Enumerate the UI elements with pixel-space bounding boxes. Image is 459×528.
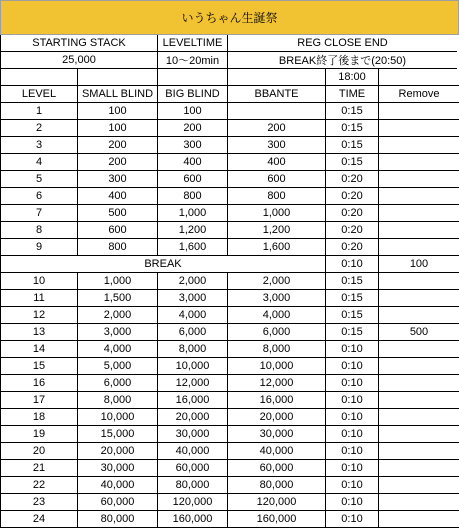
time-cell[interactable]: 0:15 [326,290,379,307]
small-blind-cell[interactable]: 100 [78,120,158,137]
big-blind-cell[interactable]: 1,600 [158,239,228,256]
bbante-cell[interactable]: 3,000 [228,290,326,307]
big-blind-cell[interactable]: 16,000 [158,392,228,409]
level-row [0,188,459,205]
level-row [0,290,459,307]
time-cell[interactable]: 0:15 [326,273,379,290]
time-cell[interactable]: 0:15 [326,154,379,171]
remove-cell[interactable] [379,171,459,188]
big-blind-cell[interactable]: 2,000 [158,273,228,290]
big-blind-cell[interactable]: 10,000 [158,358,228,375]
level-cell[interactable]: 15 [0,358,78,375]
bbante-cell[interactable]: 4,000 [228,307,326,324]
level-cell[interactable]: 5 [0,171,78,188]
level-cell[interactable]: 16 [0,375,78,392]
level-row [0,460,459,477]
big-blind-cell[interactable]: 3,000 [158,290,228,307]
small-blind-cell[interactable]: 2,000 [78,307,158,324]
blank-cell[interactable] [78,69,158,86]
level-row [0,137,459,154]
sheet-title[interactable] [0,0,459,35]
remove-cell[interactable] [379,409,459,426]
bbante-cell[interactable]: 40,000 [228,443,326,460]
remove-cell[interactable] [379,205,459,222]
remove-cell[interactable] [379,477,459,494]
starting-stack-value[interactable]: 25,000 [0,52,158,69]
small-blind-cell[interactable]: 20,000 [78,443,158,460]
bbante-cell[interactable]: 1,600 [228,239,326,256]
big-blind-cell[interactable]: 6,000 [158,324,228,341]
level-row [0,205,459,222]
time-cell[interactable]: 0:15 [326,307,379,324]
small-blind-cell[interactable]: 40,000 [78,477,158,494]
time-cell[interactable]: 0:10 [326,494,379,511]
small-blind-cell[interactable]: 200 [78,137,158,154]
level-cell[interactable]: 14 [0,341,78,358]
bbante-cell[interactable]: 20,000 [228,409,326,426]
col-header-time[interactable]: TIME [326,86,379,103]
time-cell[interactable]: 0:10 [326,477,379,494]
level-cell[interactable]: 9 [0,239,78,256]
level-row [0,426,459,443]
time-cell[interactable]: 0:10 [326,460,379,477]
time-cell[interactable]: 0:10 [326,375,379,392]
time-cell[interactable]: 0:15 [326,103,379,120]
remove-cell[interactable] [379,358,459,375]
bbante-cell[interactable]: 80,000 [228,477,326,494]
bbante-cell[interactable]: 1,200 [228,222,326,239]
level-cell[interactable]: 1 [0,103,78,120]
level-row [0,239,459,256]
sheet-title-text: いうちゃん生誕祭 [181,11,278,25]
big-blind-cell[interactable]: 1,000 [158,205,228,222]
big-blind-cell[interactable]: 300 [158,137,228,154]
reg-close-value[interactable]: BREAK終了後まで(20:50) [228,52,457,69]
remove-cell[interactable] [379,375,459,392]
time-cell[interactable]: 0:10 [326,443,379,460]
bbante-cell[interactable]: 600 [228,171,326,188]
remove-cell[interactable] [379,154,459,171]
level-cell[interactable]: 24 [0,511,78,528]
small-blind-cell[interactable]: 1,500 [78,290,158,307]
small-blind-cell[interactable]: 10,000 [78,409,158,426]
remove-cell[interactable] [379,188,459,205]
level-cell[interactable]: 19 [0,426,78,443]
blank-cell[interactable] [379,69,459,86]
time-cell[interactable]: 0:20 [326,205,379,222]
big-blind-cell[interactable]: 800 [158,188,228,205]
time-cell[interactable]: 0:20 [326,188,379,205]
remove-cell[interactable] [379,443,459,460]
level-row [0,154,459,171]
big-blind-cell[interactable]: 4,000 [158,307,228,324]
small-blind-cell[interactable]: 500 [78,205,158,222]
starting-stack-header[interactable]: STARTING STACK [0,35,158,52]
bbante-cell[interactable]: 400 [228,154,326,171]
small-blind-cell[interactable]: 6,000 [78,375,158,392]
bbante-cell[interactable]: 12,000 [228,375,326,392]
level-cell[interactable]: 2 [0,120,78,137]
big-blind-cell[interactable]: 1,200 [158,222,228,239]
level-cell[interactable]: 18 [0,409,78,426]
time-cell[interactable]: 0:15 [326,120,379,137]
col-header-small-blind[interactable]: SMALL BLIND [78,86,158,103]
small-blind-cell[interactable]: 8,000 [78,392,158,409]
level-cell[interactable]: 3 [0,137,78,154]
level-row [0,120,459,137]
level-cell[interactable]: 8 [0,222,78,239]
info-values-row [0,52,459,69]
big-blind-cell[interactable]: 600 [158,171,228,188]
level-time-value[interactable]: 10〜20min [158,52,228,69]
bbante-cell[interactable]: 160,000 [228,511,326,528]
level-cell[interactable]: 10 [0,273,78,290]
big-blind-cell[interactable]: 120,000 [158,494,228,511]
time-cell[interactable]: 0:20 [326,171,379,188]
time-cell[interactable]: 0:15 [326,137,379,154]
remove-cell[interactable] [379,239,459,256]
level-cell[interactable]: 17 [0,392,78,409]
reg-close-header[interactable]: REG CLOSE END [228,35,457,52]
level-cell[interactable]: 20 [0,443,78,460]
small-blind-cell[interactable]: 600 [78,222,158,239]
time-cell[interactable]: 0:10 [326,409,379,426]
level-cell[interactable]: 13 [0,324,78,341]
break-remove[interactable]: 100 [379,256,459,273]
small-blind-cell[interactable]: 3,000 [78,324,158,341]
level-row [0,392,459,409]
remove-cell[interactable] [379,392,459,409]
blank-cell[interactable] [0,69,78,86]
big-blind-cell[interactable]: 200 [158,120,228,137]
start-time-cell[interactable]: 18:00 [326,69,379,86]
col-header-level[interactable]: LEVEL [0,86,78,103]
remove-cell[interactable] [379,494,459,511]
remove-cell[interactable] [379,426,459,443]
small-blind-cell[interactable]: 400 [78,188,158,205]
big-blind-cell[interactable]: 80,000 [158,477,228,494]
break-label[interactable]: BREAK [0,256,326,273]
level-row [0,273,459,290]
bbante-cell[interactable]: 200 [228,120,326,137]
remove-cell[interactable] [379,341,459,358]
small-blind-cell[interactable]: 300 [78,171,158,188]
level-cell[interactable]: 4 [0,154,78,171]
level-row [0,222,459,239]
time-cell[interactable]: 0:20 [326,239,379,256]
big-blind-cell[interactable]: 8,000 [158,341,228,358]
big-blind-cell[interactable]: 400 [158,154,228,171]
level-row [0,307,459,324]
small-blind-cell[interactable]: 5,000 [78,358,158,375]
level-row [0,494,459,511]
col-header-bbante[interactable]: BBANTE [228,86,326,103]
bbante-cell[interactable]: 30,000 [228,426,326,443]
time-cell[interactable]: 0:10 [326,358,379,375]
big-blind-cell[interactable]: 100 [158,103,228,120]
small-blind-cell[interactable]: 200 [78,154,158,171]
level-row [0,443,459,460]
bbante-cell[interactable]: 60,000 [228,460,326,477]
remove-cell[interactable] [379,290,459,307]
bbante-cell[interactable]: 300 [228,137,326,154]
level-row [0,511,459,528]
bbante-cell[interactable]: 1,000 [228,205,326,222]
level-row [0,477,459,494]
small-blind-cell[interactable]: 800 [78,239,158,256]
level-cell[interactable]: 21 [0,460,78,477]
level-row [0,103,459,120]
remove-cell[interactable] [379,511,459,528]
level-cell[interactable]: 7 [0,205,78,222]
level-cell[interactable]: 11 [0,290,78,307]
bbante-cell[interactable]: 800 [228,188,326,205]
small-blind-cell[interactable]: 30,000 [78,460,158,477]
level-cell[interactable]: 23 [0,494,78,511]
time-cell[interactable]: 0:10 [326,426,379,443]
small-blind-cell[interactable]: 15,000 [78,426,158,443]
big-blind-cell[interactable]: 12,000 [158,375,228,392]
level-row [0,341,459,358]
col-header-remove[interactable]: Remove [379,86,459,103]
level-row [0,171,459,188]
start-time-row [0,69,459,86]
break-time[interactable]: 0:10 [326,256,379,273]
col-header-big-blind[interactable]: BIG BLIND [158,86,228,103]
bbante-cell[interactable]: 8,000 [228,341,326,358]
big-blind-cell[interactable]: 40,000 [158,443,228,460]
small-blind-cell[interactable]: 4,000 [78,341,158,358]
column-header-row [0,86,459,103]
level-row [0,358,459,375]
level-row [0,375,459,392]
time-cell[interactable]: 0:15 [326,324,379,341]
time-cell[interactable]: 0:10 [326,511,379,528]
remove-cell[interactable] [379,137,459,154]
big-blind-cell[interactable]: 20,000 [158,409,228,426]
small-blind-cell[interactable]: 100 [78,103,158,120]
small-blind-cell[interactable]: 60,000 [78,494,158,511]
bbante-cell[interactable]: 16,000 [228,392,326,409]
blank-cell[interactable] [158,69,228,86]
small-blind-cell[interactable]: 80,000 [78,511,158,528]
remove-cell[interactable] [379,273,459,290]
break-row [0,256,459,273]
remove-cell[interactable] [379,222,459,239]
level-row [0,324,459,341]
remove-cell[interactable] [379,120,459,137]
level-time-header[interactable]: LEVELTIME [158,35,228,52]
time-cell[interactable]: 0:20 [326,222,379,239]
remove-cell[interactable] [379,460,459,477]
time-cell[interactable]: 0:10 [326,341,379,358]
remove-cell[interactable]: 500 [379,324,459,341]
bbante-cell[interactable]: 6,000 [228,324,326,341]
bbante-cell[interactable] [228,103,326,120]
level-row [0,409,459,426]
info-header-row [0,35,459,52]
big-blind-cell[interactable]: 160,000 [158,511,228,528]
bbante-cell[interactable]: 120,000 [228,494,326,511]
big-blind-cell[interactable]: 30,000 [158,426,228,443]
time-cell[interactable]: 0:10 [326,392,379,409]
bbante-cell[interactable]: 2,000 [228,273,326,290]
big-blind-cell[interactable]: 60,000 [158,460,228,477]
remove-cell[interactable] [379,307,459,324]
blank-cell[interactable] [228,69,326,86]
bbante-cell[interactable]: 10,000 [228,358,326,375]
level-cell[interactable]: 6 [0,188,78,205]
small-blind-cell[interactable]: 1,000 [78,273,158,290]
remove-cell[interactable] [379,103,459,120]
level-cell[interactable]: 12 [0,307,78,324]
level-cell[interactable]: 22 [0,477,78,494]
